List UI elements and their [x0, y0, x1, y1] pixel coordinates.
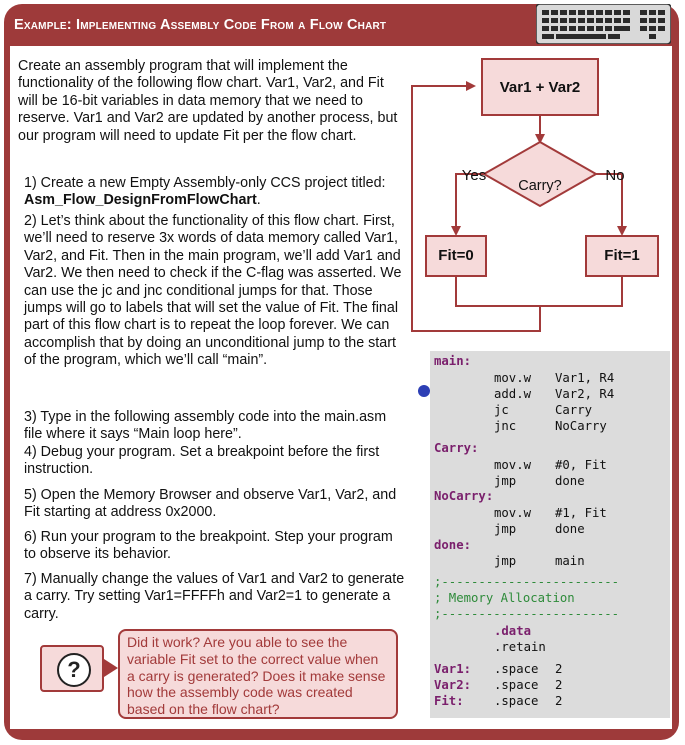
comment-rule: ;------------------------	[434, 607, 620, 621]
carry-decision	[484, 142, 596, 206]
flow-start-label: Var1 + Var2	[499, 79, 581, 96]
step-6: 6) Run your program to the breakpoint. Step your program to observe its behavior.	[24, 529, 393, 563]
space-directive: .space	[494, 662, 539, 676]
code-op: mov.w	[494, 506, 532, 520]
callout-box: Did it work? Are you able to see the variable Fit set to the correct value when a carry is generated? Does it make sense how the assembly code was created based on the flow chart?	[118, 629, 398, 719]
step-4: 4) Debug your program. Set a breakpoint before the first instruction.	[24, 444, 380, 478]
space-directive: .space	[494, 694, 539, 708]
question-icon: ?	[57, 653, 91, 687]
code-listing	[430, 351, 670, 718]
fit-one-label: Fit=1	[604, 247, 640, 264]
decision-label: Carry?	[518, 178, 562, 194]
code-op: jmp	[494, 554, 517, 568]
label-var2: Var2:	[434, 678, 472, 692]
code-args: Var2, R4	[555, 387, 615, 401]
space-size: 2	[555, 694, 563, 708]
fit-zero-label: Fit=0	[438, 247, 474, 264]
space-size: 2	[555, 678, 563, 692]
project-name: Asm_Flow_DesignFromFlowChart	[24, 192, 257, 209]
label-carry: Carry:	[434, 441, 479, 455]
code-op: mov.w	[494, 371, 532, 385]
data-directive: .data	[494, 624, 532, 638]
comment-title: ; Memory Allocation	[434, 591, 575, 605]
callout-arrow	[104, 659, 118, 677]
code-op: jnc	[494, 419, 517, 433]
label-done: done:	[434, 538, 472, 552]
step-5: 5) Open the Memory Browser and observe Var1, Var2, and Fit starting at address 0x2000.	[24, 487, 397, 521]
keyboard-icon	[536, 4, 671, 44]
space-size: 2	[555, 662, 563, 676]
slide-title: Example: Implementing Assembly Code From a Flow Chart	[14, 17, 387, 33]
code-args: NoCarry	[555, 419, 607, 433]
question-box	[40, 645, 104, 692]
code-args: done	[555, 474, 585, 488]
label-nocarry: NoCarry:	[434, 489, 494, 503]
yes-label: Yes	[461, 167, 487, 184]
code-args: Carry	[555, 403, 593, 417]
code-op: jmp	[494, 522, 517, 536]
step-1-text: 1) Create a new Empty Assembly-only CCS project titled:	[24, 175, 386, 191]
code-args: Var1, R4	[555, 371, 615, 385]
step-1-end: .	[256, 192, 261, 209]
step-7: 7) Manually change the values of Var1 and Var2 to generate a carry. Try setting Var1=FFFFh and Var2=1 to generate a carry.	[24, 571, 405, 622]
code-args: done	[555, 522, 585, 536]
label-fit: Fit:	[434, 694, 464, 708]
comment-rule: ;------------------------	[434, 575, 620, 589]
code-op: add.w	[494, 387, 532, 401]
step-2: 2) Let’s think about the functionality of this flow chart. First, we’ll need to reserve 3x words of data memory called Var1, Var2, and Fit. Then in the main program, we’ll add Var1 and Var2. We then need to check if the C-flag was asserted. We can use the jc and jnc conditional jumps for that. Those jumps will go to labels that will set the value of Fit. The final part of this flow chart is to repeat the loop forever. We can accomplish that by doing an unconditional jump to the start of the program, which we’ll call “main”.	[24, 213, 402, 369]
retain-directive: .retain	[494, 640, 546, 654]
step-3: 3) Type in the following assembly code into the main.asm file where it says “Main loop here”.	[24, 409, 387, 443]
code-args: #1, Fit	[555, 506, 607, 520]
code-op: jc	[494, 403, 509, 417]
code-args: main	[555, 554, 585, 568]
space-directive: .space	[494, 678, 539, 692]
code-op: jmp	[494, 474, 517, 488]
step-1	[24, 175, 407, 210]
flow-chart	[408, 56, 672, 346]
intro-paragraph: Create an assembly program that will implement the functionality of the following flow chart. Var1, Var2, and Fit will be 16-bit variables in data memory that we need to reserve. Var1 and Var2 are updated by another process, but our program will need to update Fit per the flow chart.	[18, 58, 398, 144]
code-op: mov.w	[494, 458, 532, 472]
label-main: main:	[434, 354, 472, 368]
label-var1: Var1:	[434, 662, 472, 676]
no-label: No	[605, 167, 625, 184]
code-args: #0, Fit	[555, 458, 607, 472]
bullet-dot	[418, 385, 430, 397]
